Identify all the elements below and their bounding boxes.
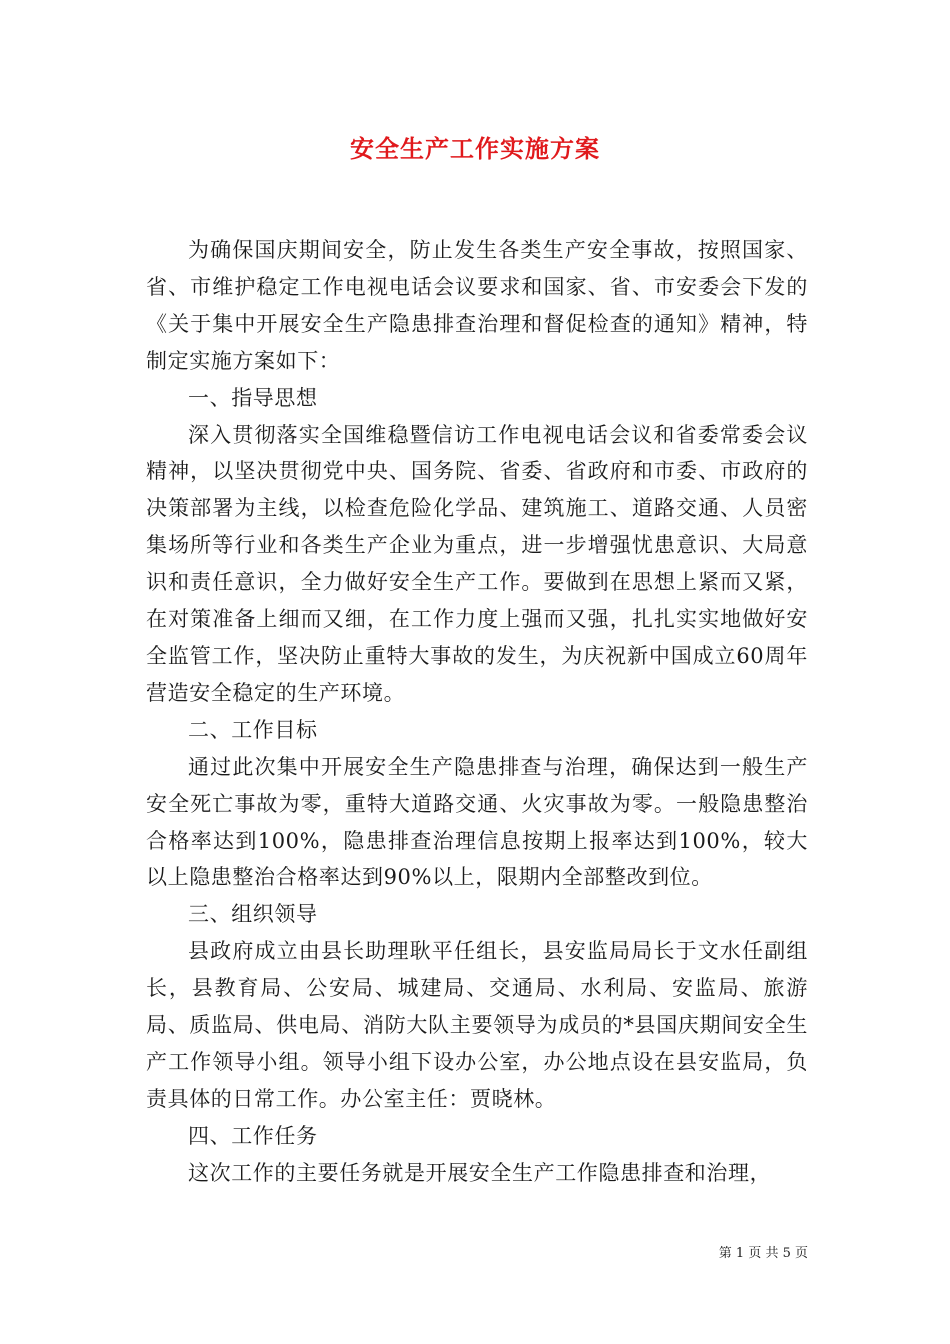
intro-paragraph: 为确保国庆期间安全，防止发生各类生产安全事故，按照国家、省、市维护稳定工作电视电话会议要求和国家、省、市安委会下发的《关于集中开展安全生产隐患排查治理和督促检查的通知》精神，特制定实施方案如下： [146, 238, 808, 373]
document-body [146, 232, 808, 1192]
guiding-thought-paragraph: 深入贯彻落实全国维稳暨信访工作电视电话会议和省委常委会议精神，以坚决贯彻党中央、国务院、省委、省政府和市委、市政府的决策部署为主线，以检查危险化学品、建筑施工、道路交通、人员密集场所等行业和各类生产企业为重点，进一步增强忧患意识、大局意识和责任意识，全力做好安全生产工作。要做到在思想上紧而又紧，在对策准备上细而又细，在工作力度上强而又强，扎扎实实地做好安全监管工作，坚决防止重特大事故的发生，为庆祝新中国成立60周年营造安全稳定的生产环境。 [146, 422, 808, 705]
page-number: 第 1 页 共 5 页 [718, 1246, 808, 1261]
work-goals-paragraph: 通过此次集中开展安全生产隐患排查与治理，确保达到一般生产安全死亡事故为零，重特大道路交通、火灾事故为零。一般隐患整治合格率达到100%，隐患排查治理信息按期上报率达到100%，较大以上隐患整治合格率达到90%以上，限期内全部整改到位。 [146, 754, 808, 890]
section-heading-organization: 三、组织领导 [188, 902, 318, 927]
section-heading-work-goals: 二、工作目标 [188, 717, 318, 742]
work-tasks-paragraph: 这次工作的主要任务就是开展安全生产工作隐患排查和治理， [188, 1160, 772, 1185]
organization-paragraph: 县政府成立由县长助理耿平任组长，县安监局局长于文水任副组长，县教育局、公安局、城建局、交通局、水利局、安监局、旅游局、质监局、供电局、消防大队主要领导为成员的*县国庆期间安全生产工作领导小组。领导小组下设办公室，办公地点设在县安监局，负责具体的日常工作。办公室主任：贾晓林。 [146, 939, 808, 1111]
section-heading-guiding-thought: 一、指导思想 [188, 385, 318, 410]
page-title: 安全生产工作实施方案 [350, 134, 600, 163]
section-heading-work-tasks: 四、工作任务 [188, 1123, 318, 1148]
